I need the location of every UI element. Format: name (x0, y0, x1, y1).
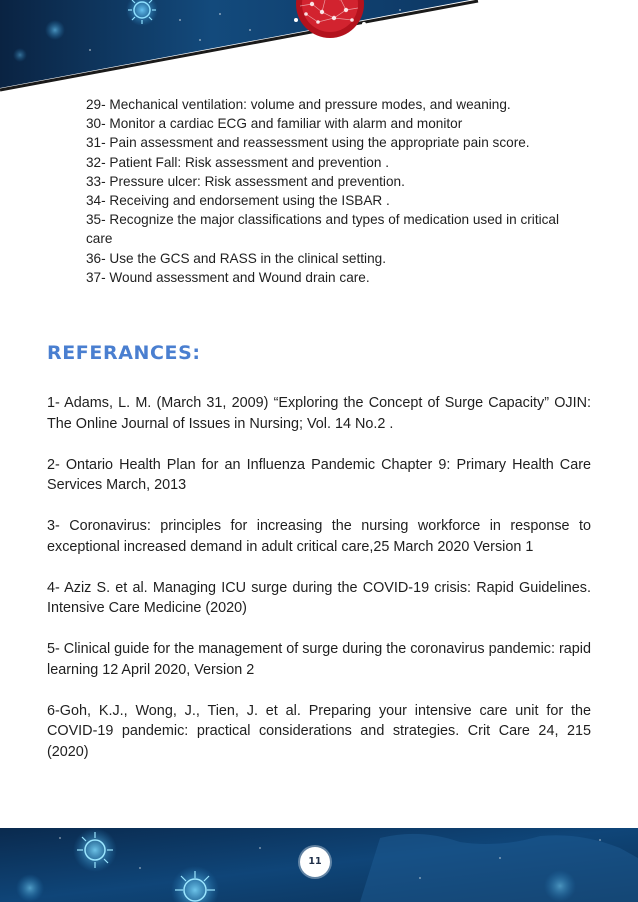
list-item: 36- Use the GCS and RASS in the clinical setting. (86, 250, 386, 266)
references-list (47, 393, 591, 783)
list-item: 29- Mechanical ventilation: volume and pressure modes, and weaning. (86, 97, 511, 112)
red-virus-icon (294, 0, 366, 42)
list-item: 33- Pressure ulcer: Risk assessment and prevention. (86, 173, 405, 189)
reference-item: 3- Coronavirus: principles for increasing the nursing workforce in response to exceptional increased demand in adult critical care,25 March 2020 Version 1 (47, 518, 591, 555)
blue-virus-icon (73, 828, 117, 872)
list-item: 37- Wound assessment and Wound drain care. (86, 269, 370, 285)
list-item: 32- Patient Fall: Risk assessment and prevention . (86, 154, 389, 170)
reference-item: 6-Goh, K.J., Wong, J., Tien, J. et al. Preparing your intensive care unit for the COVID-19 pandemic: practical considerations and strategies. Crit Care 24, 215 (2020) (47, 702, 591, 761)
list-item: 34- Receiving and endorsement using the ISBAR . (86, 193, 390, 209)
competency-list (86, 95, 586, 287)
list-item: 30- Monitor a cardiac ECG and familiar with alarm and monitor (86, 116, 463, 132)
reference-item: 1- Adams, L. M. (March 31, 2009) “Exploring the Concept of Surge Capacity” OJIN: The Online Journal of Issues in Nursing; Vol. 14 No.2 . (47, 395, 591, 432)
page-number-badge: 11 (300, 847, 330, 877)
references-heading: REFERANCES: (47, 342, 201, 364)
reference-item: 2- Ontario Health Plan for an Influenza Pandemic Chapter 9: Primary Health Care Services March, 2013 (47, 456, 591, 494)
header-virus-banner (0, 0, 638, 92)
list-item: 35- Recognize the major classifications and types of medication used in critical care (86, 212, 559, 247)
reference-item: 5- Clinical guide for the management of surge during the coronavirus pandemic: rapid learning 12 April 2020, Version 2 (47, 641, 591, 678)
list-item: 31- Pain assessment and reassessment using the appropriate pain score. (86, 135, 530, 151)
reference-item: 4- Aziz S. et al. Managing ICU surge during the COVID-19 crisis: Rapid Guidelines. Intensive Care Medicine (2020) (47, 579, 591, 617)
